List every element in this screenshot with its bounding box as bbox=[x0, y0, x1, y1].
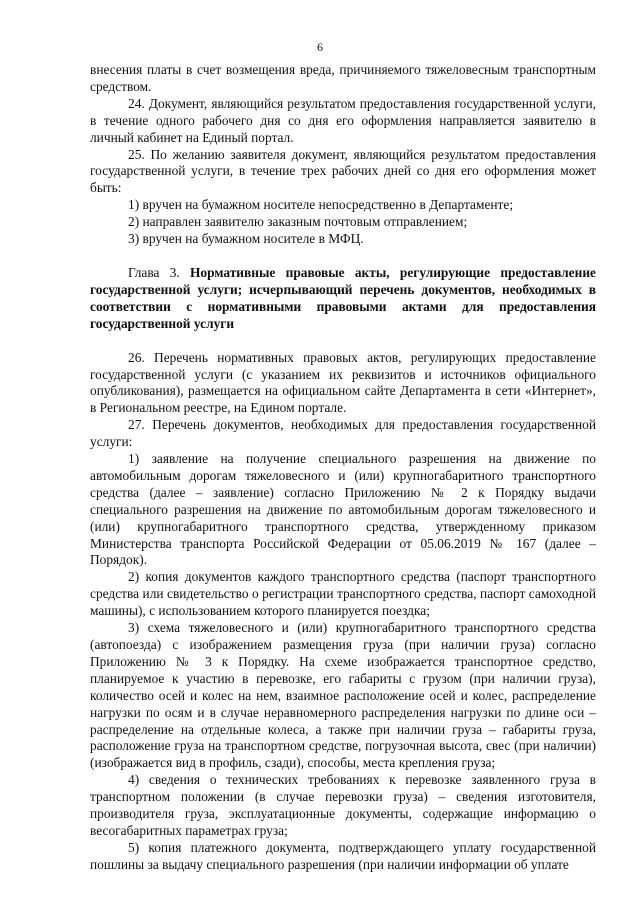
chapter-prefix: Глава 3. bbox=[128, 264, 190, 280]
paragraph-27-item-4: 4) сведения о технических требованиях к перевозке заявленного груза в транспортном положении (в случае перевозки груза) – сведения изготовителя, производителя груза, эксплуатационные документы, содержащие информацию о весогабаритных параметрах груза; bbox=[90, 772, 596, 838]
paragraph-25: 25. По желанию заявителя документ, являющийся результатом предоставления государственной услуги, в течение трех рабочих дней со дня его оформления может быть: bbox=[90, 146, 596, 196]
paragraph-27: 27. Перечень документов, необходимых для предоставления государственной услуги: bbox=[90, 417, 596, 450]
paragraph-27-item-2: 2) копия документов каждого транспортного средства (паспорт транспортного средства или свидетельство о регистрации транспортного средства, паспорт самоходной машины), с использованием которого планируется поездка; bbox=[90, 569, 596, 619]
paragraph-25-item-1: 1) вручен на бумажном носителе непосредственно в Департаменте; bbox=[128, 197, 514, 213]
document-body bbox=[90, 62, 596, 874]
paragraph-27-item-3: 3) схема тяжеловесного и (или) крупногабаритного транспортного средства (автопоезда) с изображением размещения груза (при наличии груза) согласно Приложению № 3 к Порядку. На схеме изображается транспортное средство, планируемое к участию в перевозке, его габариты с грузом (при наличии груза), количество осей и колес на нем, взаимное расположение осей и колес, распределение нагрузки по осям и в случае неравномерного распределения нагрузки по длине оси – распределение на отдельные колеса, а также при наличии груза – габариты груза, расположение груза на транспортном средстве, погрузочная высота, свес (при наличии) (изображается вид в профиль, сзади), способы, места крепления груза; bbox=[90, 620, 596, 771]
paragraph-continuation: внесения платы в счет возмещения вреда, причиняемого тяжеловесным транспортным средством. bbox=[90, 62, 596, 94]
paragraph-27-item-1: 1) заявление на получение специального разрешения на движение по автомобильным дорогам тяжеловесного и (или) крупногабаритного транспортного средства (далее – заявление) согласно Приложению № 2 к Порядку выдачи специального разрешения на движение по автомобильным дорогам тяжеловесного и (или) крупногабаритного транспортного средства, утвержденному приказом Министерства транспорта Российской Федерации от 05.06.2019 № 167 (далее – Порядок). bbox=[90, 451, 596, 568]
paragraph-25-item-3: 3) вручен на бумажном носителе в МФЦ. bbox=[128, 231, 364, 247]
spacer bbox=[90, 333, 596, 350]
chapter-title: Нормативные правовые акты, регулирующие предоставление государственной услуги; исчерпывающий перечень документов, необходимых в соответствии с нормативными правовыми актами для предоставления государственной услуги bbox=[90, 264, 596, 331]
paragraph-24: 24. Документ, являющийся результатом предоставления государственной услуги, в течение одного рабочего дня со дня его оформления направляется заявителю в личный кабинет на Единый портал. bbox=[90, 95, 596, 145]
paragraph-27-item-5: 5) копия платежного документа, подтверждающего уплату государственной пошлины за выдачу специального разрешения (при наличии информации об уплате bbox=[90, 839, 596, 872]
paragraph-26: 26. Перечень нормативных правовых актов, регулирующих предоставление государственной услуги (с указанием их реквизитов и источников официального опубликования), размещается на официальном сайте Департамента в сети «Интернет», в Региональном реестре, на Едином портале. bbox=[90, 349, 596, 416]
page-number: 6 bbox=[317, 40, 323, 54]
chapter-heading bbox=[90, 265, 596, 333]
paragraph-25-item-2: 2) направлен заявителю заказным почтовым отправлением; bbox=[128, 214, 468, 230]
